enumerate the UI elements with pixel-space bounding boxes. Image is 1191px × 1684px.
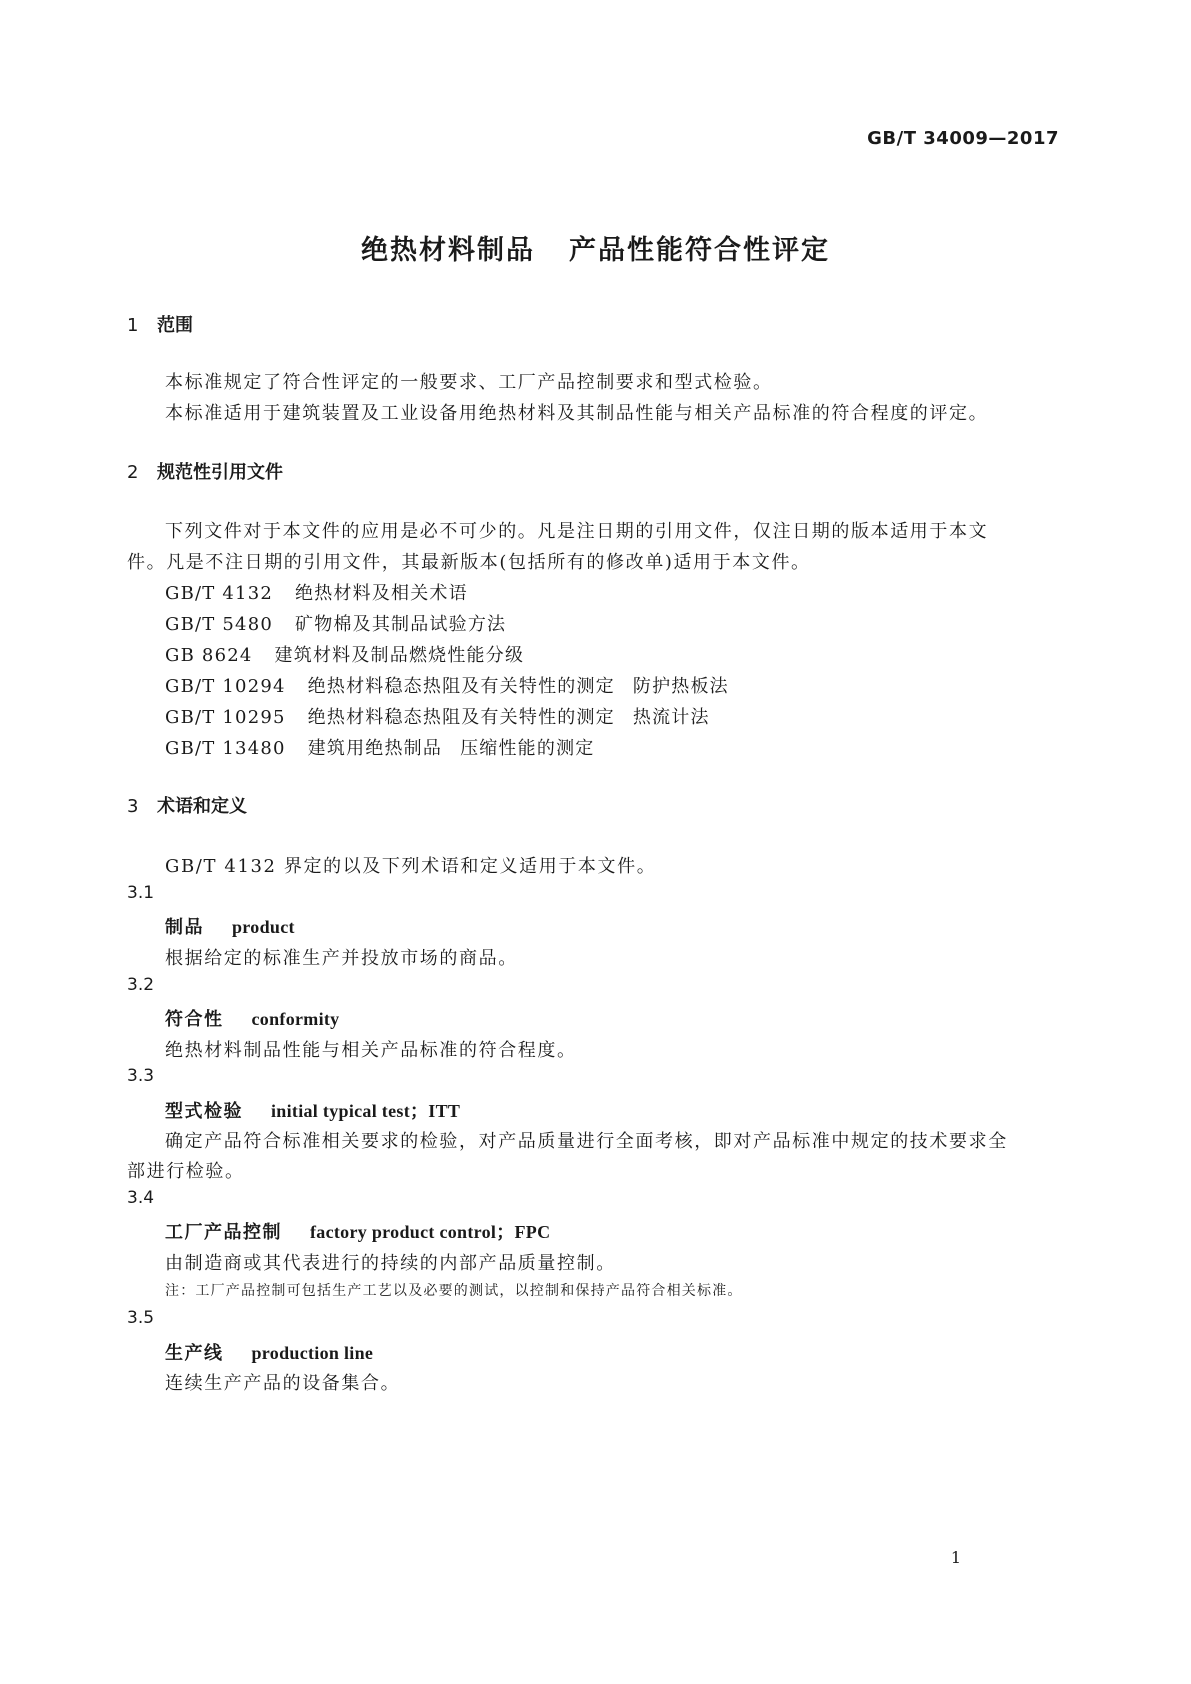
reference-subtitle: 防护热板法 [632, 676, 729, 697]
term-number: 3.1 [127, 883, 155, 903]
term-heading [165, 1218, 550, 1244]
term-number: 3.3 [127, 1066, 155, 1086]
term-number: 3.4 [127, 1188, 155, 1208]
reference-subtitle: 热流计法 [632, 707, 710, 728]
term-definition: 绝热材料制品性能与相关产品标准的符合程度。 [165, 1040, 577, 1061]
term-zh: 型式检验 [165, 1101, 243, 1122]
reference-item [165, 610, 506, 636]
title-sub: 产品性能符合性评定 [569, 235, 830, 266]
section-2-heading: 2 规范性引用文件 [127, 462, 283, 483]
standard-code: GB/T 34009—2017 [867, 128, 1059, 149]
page-number: 1 [950, 1548, 961, 1567]
reference-title: 建筑材料及制品燃烧性能分级 [274, 645, 525, 666]
reference-code: GB/T 10294 [165, 676, 286, 697]
reference-title: 绝热材料稳态热阻及有关特性的测定 [307, 707, 615, 728]
term-heading [165, 1097, 460, 1123]
reference-item [165, 641, 524, 667]
reference-item [165, 579, 468, 605]
term-number: 3.5 [127, 1308, 155, 1328]
term-en: initial typical test；ITT [271, 1101, 461, 1121]
term-heading [165, 1005, 339, 1031]
term-zh: 符合性 [165, 1009, 224, 1030]
reference-code: GB/T 10295 [165, 707, 286, 728]
term-en: conformity [251, 1009, 340, 1029]
term-definition: 确定产品符合标准相关要求的检验，对产品质量进行全面考核，即对产品标准中规定的技术要求全 [165, 1131, 1008, 1152]
reference-item [165, 672, 729, 698]
reference-code: GB 8624 [165, 645, 253, 666]
reference-code: GB/T 13480 [165, 738, 286, 759]
document-title [0, 228, 1191, 267]
section-1-heading: 1 范围 [127, 315, 193, 336]
term-definition: 根据给定的标准生产并投放市场的商品。 [165, 948, 518, 969]
reference-code: GB/T 4132 [165, 583, 274, 604]
term-zh: 工厂产品控制 [165, 1222, 282, 1243]
term-note: 注：工厂产品控制可包括生产工艺以及必要的测试，以控制和保持产品符合相关标准。 [165, 1283, 743, 1299]
reference-code: GB/T 5480 [165, 614, 274, 635]
section-3-heading: 3 术语和定义 [127, 796, 247, 817]
reference-title: 矿物棉及其制品试验方法 [295, 614, 507, 635]
paragraph: 本标准规定了符合性评定的一般要求、工厂产品控制要求和型式检验。 [165, 372, 773, 393]
reference-item [165, 734, 594, 760]
paragraph: 件。凡是不注日期的引用文件，其最新版本(包括所有的修改单)适用于本文件。 [127, 552, 811, 573]
reference-title: 绝热材料及相关术语 [295, 583, 468, 604]
term-en: factory product control；FPC [310, 1222, 551, 1242]
paragraph: 下列文件对于本文件的应用是必不可少的。凡是注日期的引用文件，仅注日期的版本适用于本文 [165, 521, 989, 542]
term-zh: 生产线 [165, 1343, 224, 1364]
term-heading [165, 1339, 373, 1365]
term-definition: 连续生产产品的设备集合。 [165, 1373, 401, 1394]
reference-subtitle: 压缩性能的测定 [460, 738, 595, 759]
term-en: production line [251, 1343, 374, 1363]
term-heading [165, 913, 295, 939]
paragraph: 本标准适用于建筑装置及工业设备用绝热材料及其制品性能与相关产品标准的符合程度的评定。 [165, 403, 989, 424]
paragraph: GB/T 4132 界定的以及下列术语和定义适用于本文件。 [165, 856, 657, 877]
reference-title: 建筑用绝热制品 [307, 738, 443, 759]
reference-title: 绝热材料稳态热阻及有关特性的测定 [307, 676, 615, 697]
term-number: 3.2 [127, 975, 155, 995]
term-definition: 由制造商或其代表进行的持续的内部产品质量控制。 [165, 1253, 616, 1274]
term-en: product [232, 917, 295, 937]
reference-item [165, 703, 710, 729]
title-main: 绝热材料制品 [361, 235, 535, 266]
term-zh: 制品 [165, 917, 204, 938]
term-definition: 部进行检验。 [127, 1161, 245, 1182]
